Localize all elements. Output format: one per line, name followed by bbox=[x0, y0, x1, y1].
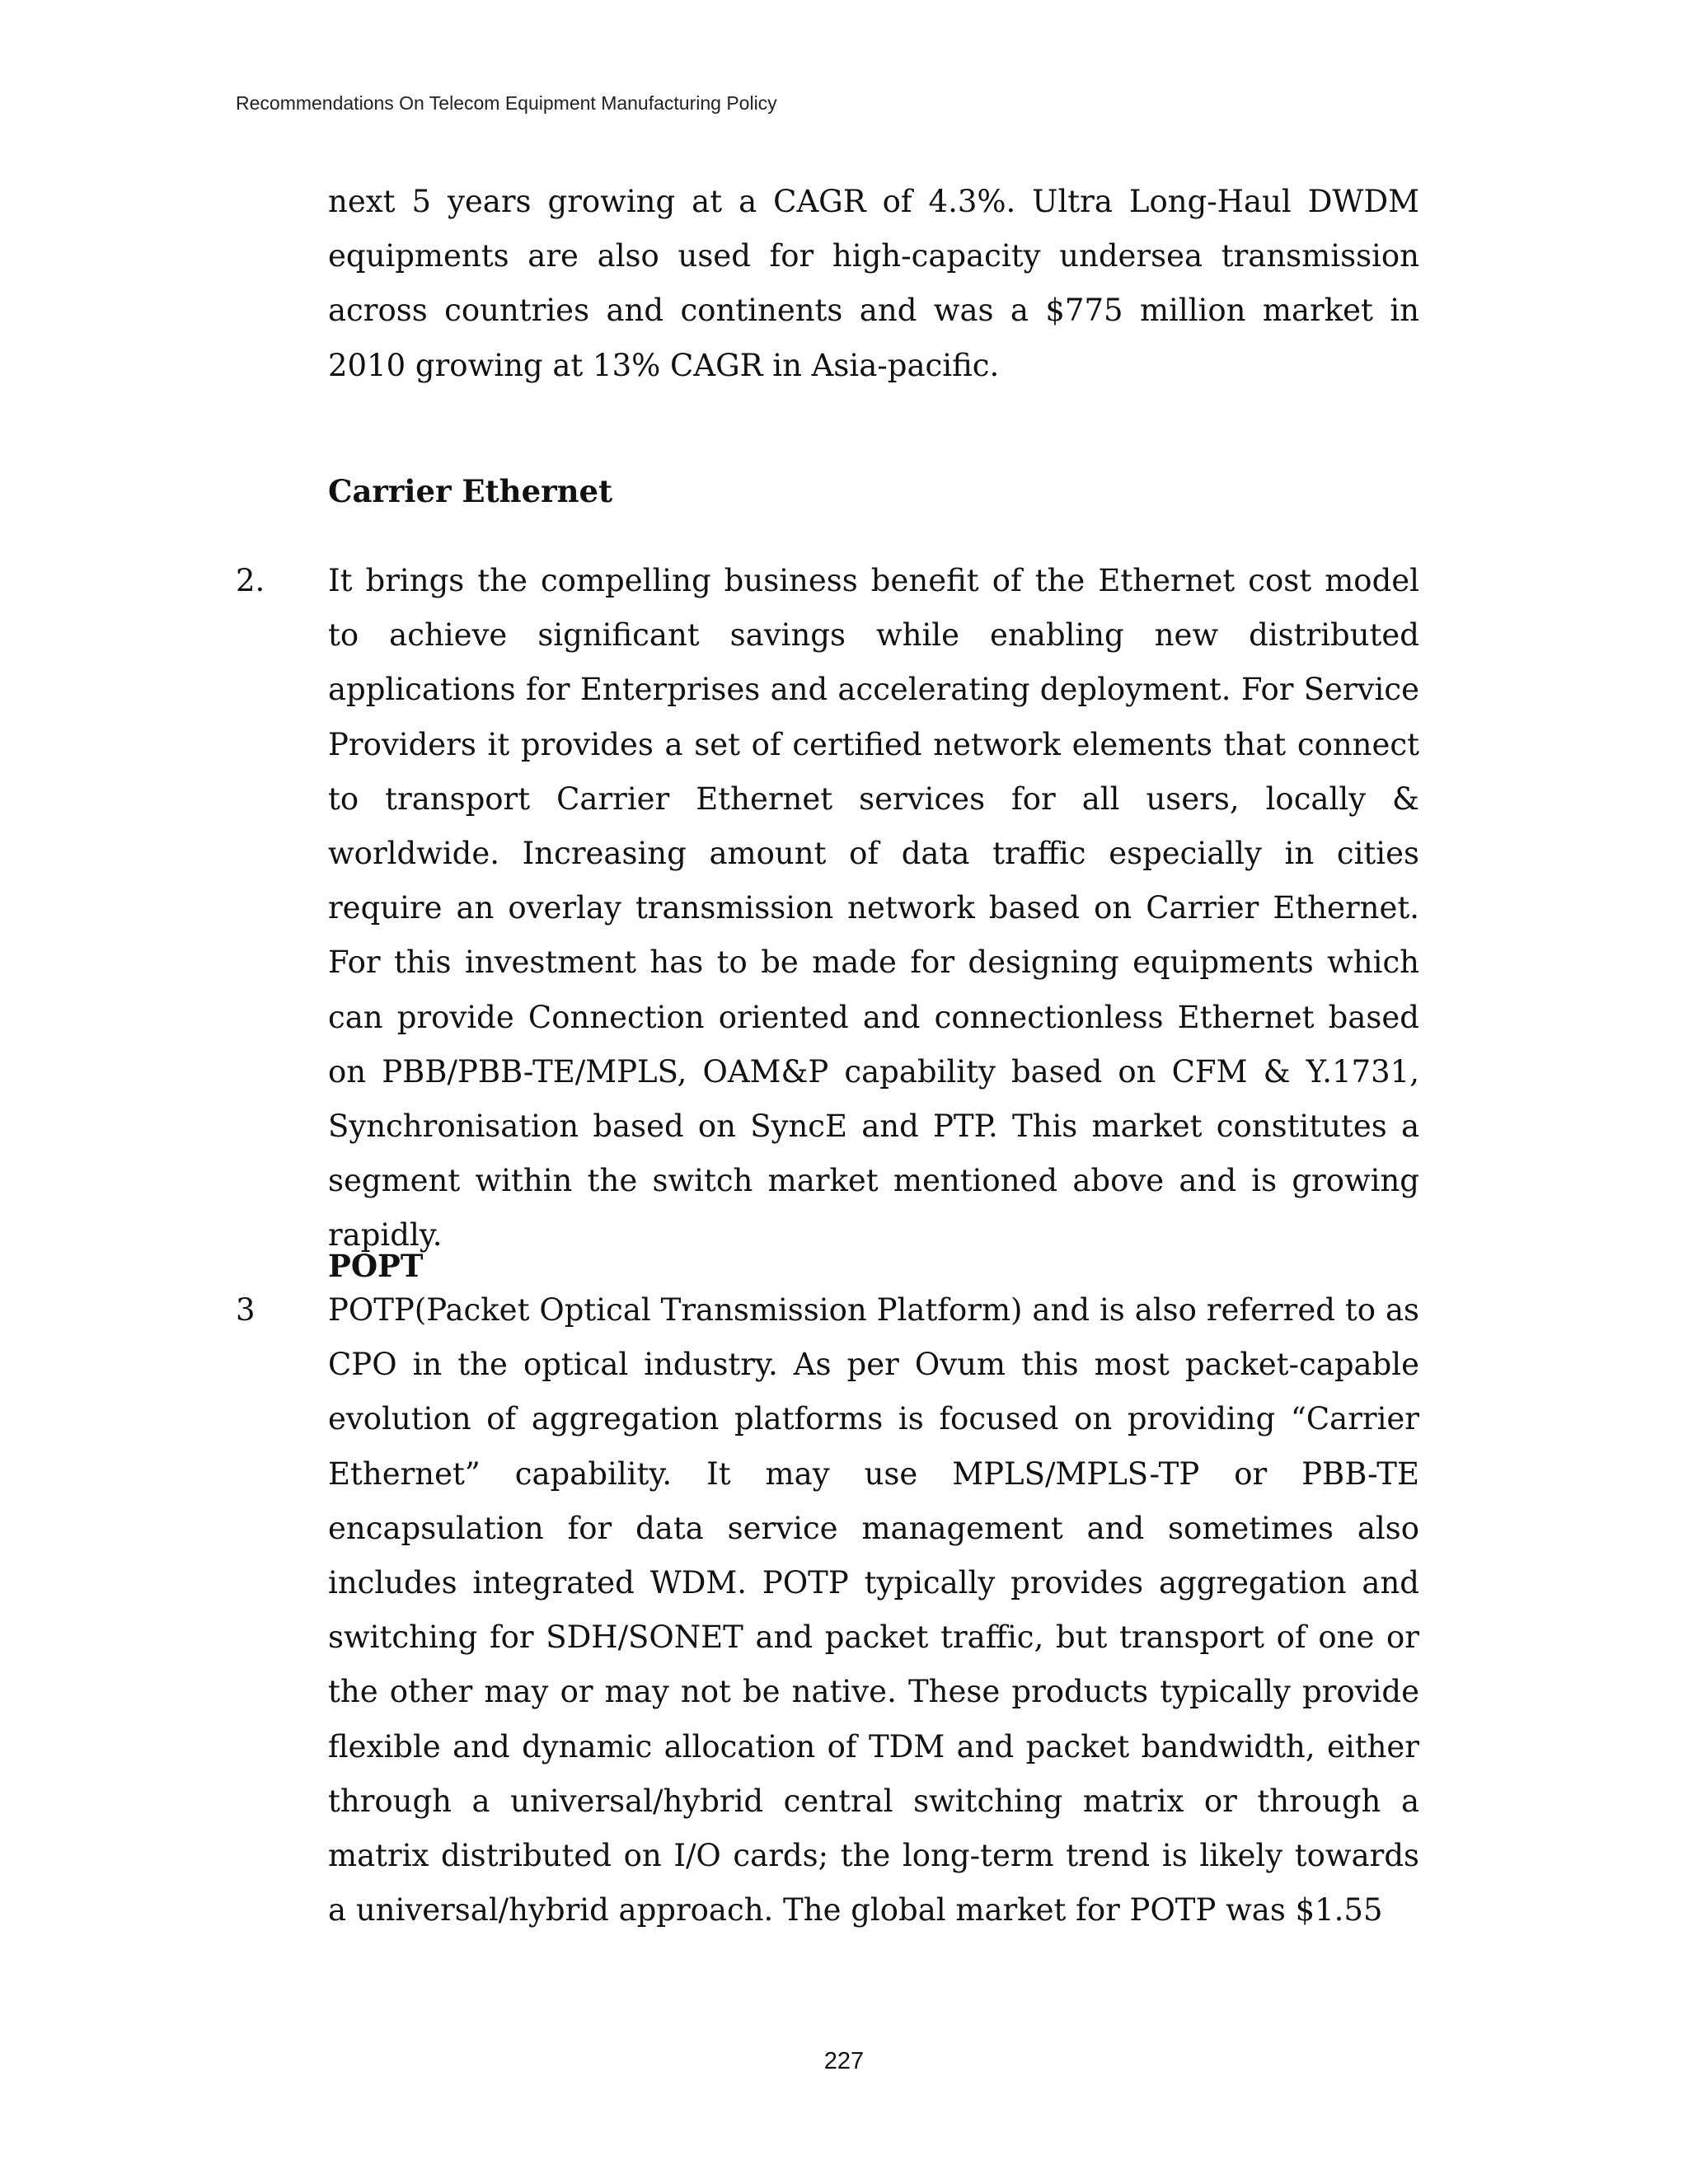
paragraph-potp: POTP(Packet Optical Transmission Platform) and is also referred to as CPO in the optical industry. As per Ovum this most packet-capable evolution of aggregation platforms is focused on providing “Carrier Ethernet” capability. It may use MPLS/MPLS-TP or PBB-TE encapsulation for data service management and sometimes also includes integrated WDM. POTP typically provides aggregation and switching for SDH/SONET and packet traffic, but transport of one or the other may or may not be native. These products typically provide flexible and dynamic allocation of TDM and packet bandwidth, either through a universal/hybrid central switching matrix or through a matrix distributed on I/O cards; the long-term trend is likely towards a universal/hybrid approach. The global market for POTP was $1.55 bbox=[328, 1292, 1419, 1929]
paragraph-number-2: 2. bbox=[236, 563, 265, 598]
paragraph-carrier-ethernet: It brings the compelling business benefit of the Ethernet cost model to achieve significant savings while enabling new distributed applications for Enterprises and accelerating deployment. For Service Providers it provides a set of certified network elements that connect to transport Carrier Ethernet services for all users, locally & worldwide. Increasing amount of data traffic especially in cities require an overlay transmission network based on Carrier Ethernet. For this investment has to be made for designing equipments which can provide Connection oriented and connectionless Ethernet based on PBB/PBB-TE/MPLS, OAM&P capability based on CFM & Y.1731, Synchronisation based on SyncE and PTP. This market constitutes a segment within the switch market mentioned above and is growing rapidly. bbox=[328, 563, 1419, 1254]
section-heading-popt: POPT bbox=[328, 1248, 424, 1284]
running-header: Recommendations On Telecom Equipment Manufacturing Policy bbox=[236, 92, 777, 114]
paragraph-number-3: 3 bbox=[236, 1292, 256, 1328]
section-heading-carrier-ethernet: Carrier Ethernet bbox=[328, 473, 613, 509]
paragraph-dwdm-continuation: next 5 years growing at a CAGR of 4.3%. Ultra Long-Haul DWDM equipments are also used for high-capacity undersea transmission across countries and continents and was a $775 million market in 2010 growing at 13% CAGR in Asia-pacific. bbox=[328, 184, 1419, 383]
page-number: 227 bbox=[823, 2048, 865, 2074]
